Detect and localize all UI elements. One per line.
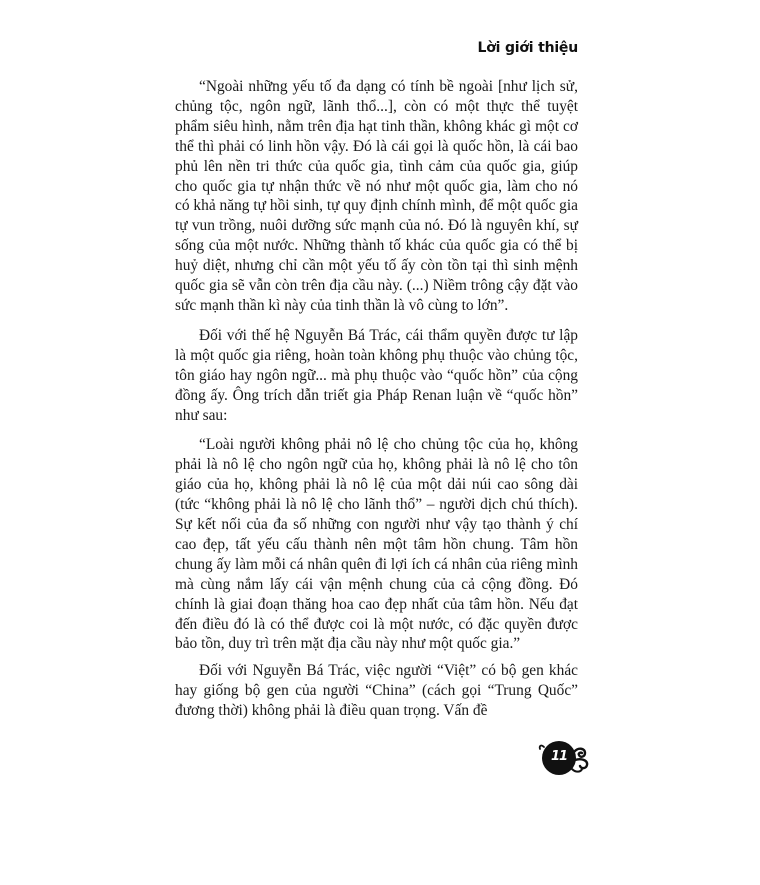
running-header: Lời giới thiệu bbox=[477, 40, 578, 56]
quote-paragraph-national-soul: “Ngoài những yếu tố đa dạng có tính bề ngoài [như lịch sử, chủng tộc, ngôn ngữ, lãnh thổ...], còn có một thực thể tuyệt phẩm siêu hình, nằm trên địa hạt tinh thần, không khác gì một cơ thể thì phải có linh hồn vậy. Đó là cái gọi là quốc hồn, là cái bao phủ lên nền tri thức của quốc gia, tình cảm của quốc gia, giúp cho quốc gia tự nhận thức về nó như một quốc gia, làm cho nó có khả năng tự hồi sinh, tự quy định chính mình, để một quốc gia tự vun trồng, nuôi dưỡng sức mạnh của nó. Đó là nguyên khí, sự sống của một nước. Những thành tố khác của quốc gia có thể bị huỷ diệt, nhưng chỉ cần một yếu tố ấy còn tồn tại thì sinh mệnh quốc gia sẽ vẫn còn trên địa cầu này. (...) Niềm trông cậy đặt vào sức mạnh thần kì này của tinh thần là vô cùng to lớn”. bbox=[175, 78, 578, 314]
page-number-badge bbox=[538, 738, 590, 780]
paragraph-nguyen-ba-trac-view: Đối với thế hệ Nguyễn Bá Trác, cái thẩm quyền được tư lập là một quốc gia riêng, hoàn toàn không phụ thuộc vào chủng tộc, tôn giáo hay ngôn ngữ... mà phụ thuộc vào “quốc hồn” của cộng đồng ấy. Ông trích dẫn triết gia Pháp Renan luận về “quốc hồn” như sau: bbox=[175, 326, 578, 424]
body-text bbox=[175, 77, 578, 731]
quote-paragraph-renan: “Loài người không phải nô lệ cho chủng tộc của họ, không phải là nô lệ cho ngôn ngữ của họ, không phải là nô lệ cho tôn giáo của họ, không phải là nô lệ của một dải núi cao sông dài (tức “không phải là nô lệ cho lãnh thổ” – người dịch chú thích). Sự kết nối của đa số những con người như vậy tạo thành ý chí cao đẹp, tất yếu cấu thành nên một tâm hồn chung. Tâm hồn chung ấy làm mỗi cá nhân quên đi lợi ích cá nhân của riêng mình mà cùng nắm lấy cái vận mệnh chung của cả cộng đồng. Đó chính là giai đoạn thăng hoa cao đẹp nhất của tâm hồn. Nếu đạt đến điều đó là có thể được coi là một nước, có đặc quyền được bảo tồn, duy trì trên mặt địa cầu này như một quốc gia.” bbox=[175, 436, 578, 653]
paragraph-genetics: Đối với Nguyễn Bá Trác, việc người “Việt” có bộ gen khác hay giống bộ gen của người “China” (cách gọi “Trung Quốc” đương thời) không phải là điều quan trọng. Vấn đề bbox=[175, 662, 578, 720]
page-number: 11 bbox=[550, 749, 568, 764]
